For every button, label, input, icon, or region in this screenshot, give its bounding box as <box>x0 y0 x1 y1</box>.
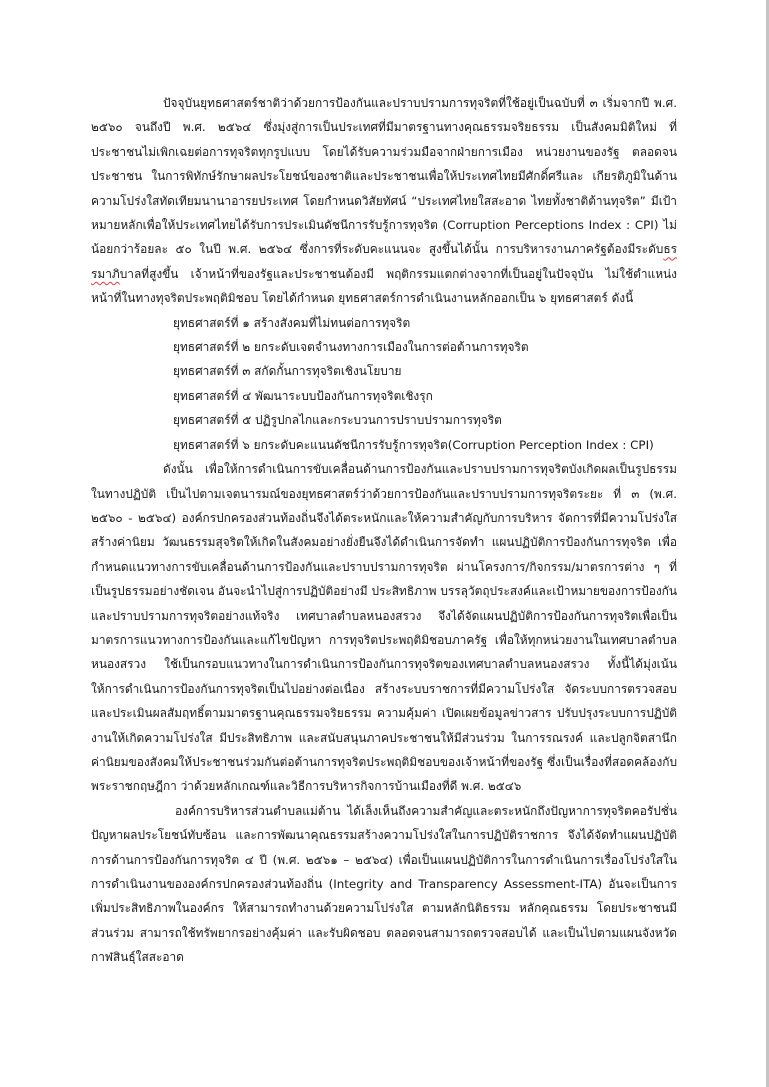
strategy-item-3: ยุทธศาสตร์ที่ ๓ สกัดกั้นการทุจริตเชิงนโยบาย <box>173 364 402 379</box>
strategy-item-1: ยุทธศาสตร์ที่ ๑ สร้างสังคมที่ไม่ทนต่อการทุจริต <box>173 315 411 330</box>
paragraph-2: ดังนั้น เพื่อให้การดำเนินการขับเคลื่อนด้านการป้องกันและปราบปรามการทุจริตบังเกิดผลเป็นรูปธรรมในทางปฏิบัติ เป็นไปตามเจตนารมณ์ของยุทธศาสตร์ว่าด้วยการป้องกันและปราบปรามการทุจริตระยะ ที่ ๓ (พ.ศ. ๒๕๖๐ - ๒๕๖๔) องค์กรปกครองส่วนท้องถิ่นจึงได้ตระหนักและให้ความสำคัญกับการบริหาร จัดการที่มีความโปร่งใส สร้างค่านิยม วัฒนธรรมสุจริตให้เกิดในสังคมอย่างยั่งยืนจึงได้ดำเนินการจัดทำ แผนปฏิบัติการป้องกันการทุจริต เพื่อกำหนดแนวทางการขับเคลื่อนด้านการป้องกันและปราบปรามการทุจริต ผ่านโครงการ/กิจกรรม/มาตรการต่าง ๆ ที่เป็นรูปธรรมอย่างชัดเจน อันจะนำไปสู่การปฏิบัติอย่างมี ประสิทธิภาพ บรรลุวัตถุประสงค์และเป้าหมายของการป้องกันและปราบปรามการทุจริตอย่างแท้จริง เทศบาลตำบลหนองสรวง จึงได้จัดแผนปฏิบัติการป้องกันการทุจริตเพื่อเป็นมาตรการแนวทางการป้องกันและแก้ไขปัญหา การทุจริตประพฤติมิชอบภาครัฐ เพื่อให้ทุกหน่วยงานในเทศบาลตำบลหนองสรวง ใช้เป็นกรอบแนวทางในการดำเนินการป้องกันการทุจริตของเทศบาลตำบลหนองสรวง ทั้งนี้ได้มุ่งเน้นให้การดำเนินการป้องกันการทุจริตเป็นไปอย่างต่อเนื่อง สร้างระบบราชการที่มีความโปร่งใส จัดระบบการตรวจสอบและประเมินผลสัมฤทธิ์ตามมาตรฐานคุณธรรมจริยธรรม ความคุ้มค่า เปิดเผยข้อมูลข่าวสาร ปรับปรุงระบบการปฏิบัติงานให้เกิดความโปร่งใส มีประสิทธิภาพ และสนับสนุนภาคประชาชนให้มีส่วนร่วม ในการรณรงค์ และปลูกจิตสานึกค่านิยมของสังคมให้ประชาชนร่วมกันต่อต้านการทุจริตประพฤติมิชอบของเจ้าหน้าที่ของรัฐ ซึ่งเป็นเรื่องที่สอดคล้องกับพระราชกฤษฎีกา ว่าด้วยหลักเกณฑ์และวิธีการบริหารกิจการบ้านเมืองที่ดี พ.ศ. ๒๕๔๖ <box>91 462 677 794</box>
paragraph-1 <box>91 91 677 311</box>
strategy-item-2: ยุทธศาสตร์ที่ ๒ ยกระดับเจตจำนงทางการเมืองในการต่อต้านการทุจริต <box>173 340 529 355</box>
strategy-item-5: ยุทธศาสตร์ที่ ๕ ปฏิรูปกลไกและกระบวนการปราบปรามการทุจริต <box>173 413 502 428</box>
strategy-item-4: ยุทธศาสตร์ที่ ๔ พัฒนาระบบป้องกันการทุจริตเชิงรุก <box>173 388 433 403</box>
document-body <box>91 91 677 970</box>
paragraph-1-text-start: ปัจจุบันยุทธศาสตร์ชาติว่าด้วยการป้องกันและปราบปรามการทุจริตที่ใช้อยู่เป็นฉบับที่ ๓ เริ่มจากปี พ.ศ. ๒๕๖๐ จนถึงปี พ.ศ. ๒๕๖๔ ซึ่งมุ่งสู่การเป็นประเทศที่มีมาตรฐานทางคุณธรรมจริยธรรม เป็นสังคมมิติใหม่ ที่ประชาชนไม่เพิกเฉยต่อการทุจริตทุกรูปแบบ โดยได้รับความร่วมมือจากฝ่ายการเมือง หน่วยงานของรัฐ ตลอดจนประชาชน ในการพิทักษ์รักษาผลประโยชน์ของชาติและประชาชนเพื่อให้ประเทศไทยมีศักดิ์ศรีและ เกียรติภูมิในด้านความโปร่งใสทัดเทียมนานาอารยประเทศ โดยกำหนดวิสัยทัศน์ “ประเทศไทยใสสะอาด ไทยทั้งชาติต้านทุจริต” มีเป้าหมายหลักเพื่อให้ประเทศไทยได้รับการประเมินดัชนีการรับรู้การทุจริต (Corruption Perceptions Index : CPI) ไม่น้อยกว่าร้อยละ ๕๐ ในปี พ.ศ. ๒๕๖๔ ซึ่งการที่ระดับคะแนนจะ สูงขึ้นได้นั้น การบริหารงานภาครัฐต้องมีระดับ <box>91 96 677 257</box>
paragraph-1-text-end: บาลที่สูงขึ้น เจ้าหน้าที่ของรัฐและประชาชนต้องมี พฤติกรรมแตกต่างจากที่เป็นอยู่ในปัจจุบัน ไม่ใช้ตำแหน่งหน้าที่ในทางทุจริตประพฤติมิชอบ โดยได้กำหนด ยุทธศาสตร์การดำเนินงานหลักออกเป็น ๖ ยุทธศาสตร์ ดังนี้ <box>91 266 677 306</box>
spellcheck-marked-word: ธรรมาภิ <box>91 242 677 281</box>
strategy-list <box>91 311 677 457</box>
paragraph-3: องค์การบริหารส่วนตำบลแม่ต้าน ได้เล็งเห็นถึงความสำคัญและตระหนักถึงปัญหาการทุจริตคอรัปชั่น ปัญหาผลประโยชน์ทับซ้อน และการพัฒนาคุณธรรมสร้างความโปร่งใสในการปฏิบัติราชการ จึงได้จัดทำแผนปฏิบัติการด้านการป้องกันการทุจริต ๔ ปี (พ.ศ. ๒๕๖๑ – ๒๕๖๔) เพื่อเป็นแผนปฏิบัติการในการดำเนินการเรื่องโปร่งใสในการดำเนินงานขององค์กรปกครองส่วนท้องถิ่น (Integrity and Transparency Assessment-ITA) อันจะเป็นการเพิ่มประสิทธิภาพในองค์กร ให้สามารถทำงานด้วยความโปร่งใส ตามหลักนิติธรรม หลักคุณธรรม โดยประชาชนมีส่วนร่วม สามารถใช้ทรัพยากรอย่างคุ้มค่า และรับผิดชอบ ตลอดจนสามารถตรวจสอบได้ และเป็นไปตามแผนจังหวัดกาฬสินธุ์ใสสะอาด <box>91 803 677 965</box>
strategy-item-6: ยุทธศาสตร์ที่ ๖ ยกระดับคะแนนดัชนีการรับรู้การทุจริต(Corruption Perception Index : CPI) <box>173 437 654 452</box>
